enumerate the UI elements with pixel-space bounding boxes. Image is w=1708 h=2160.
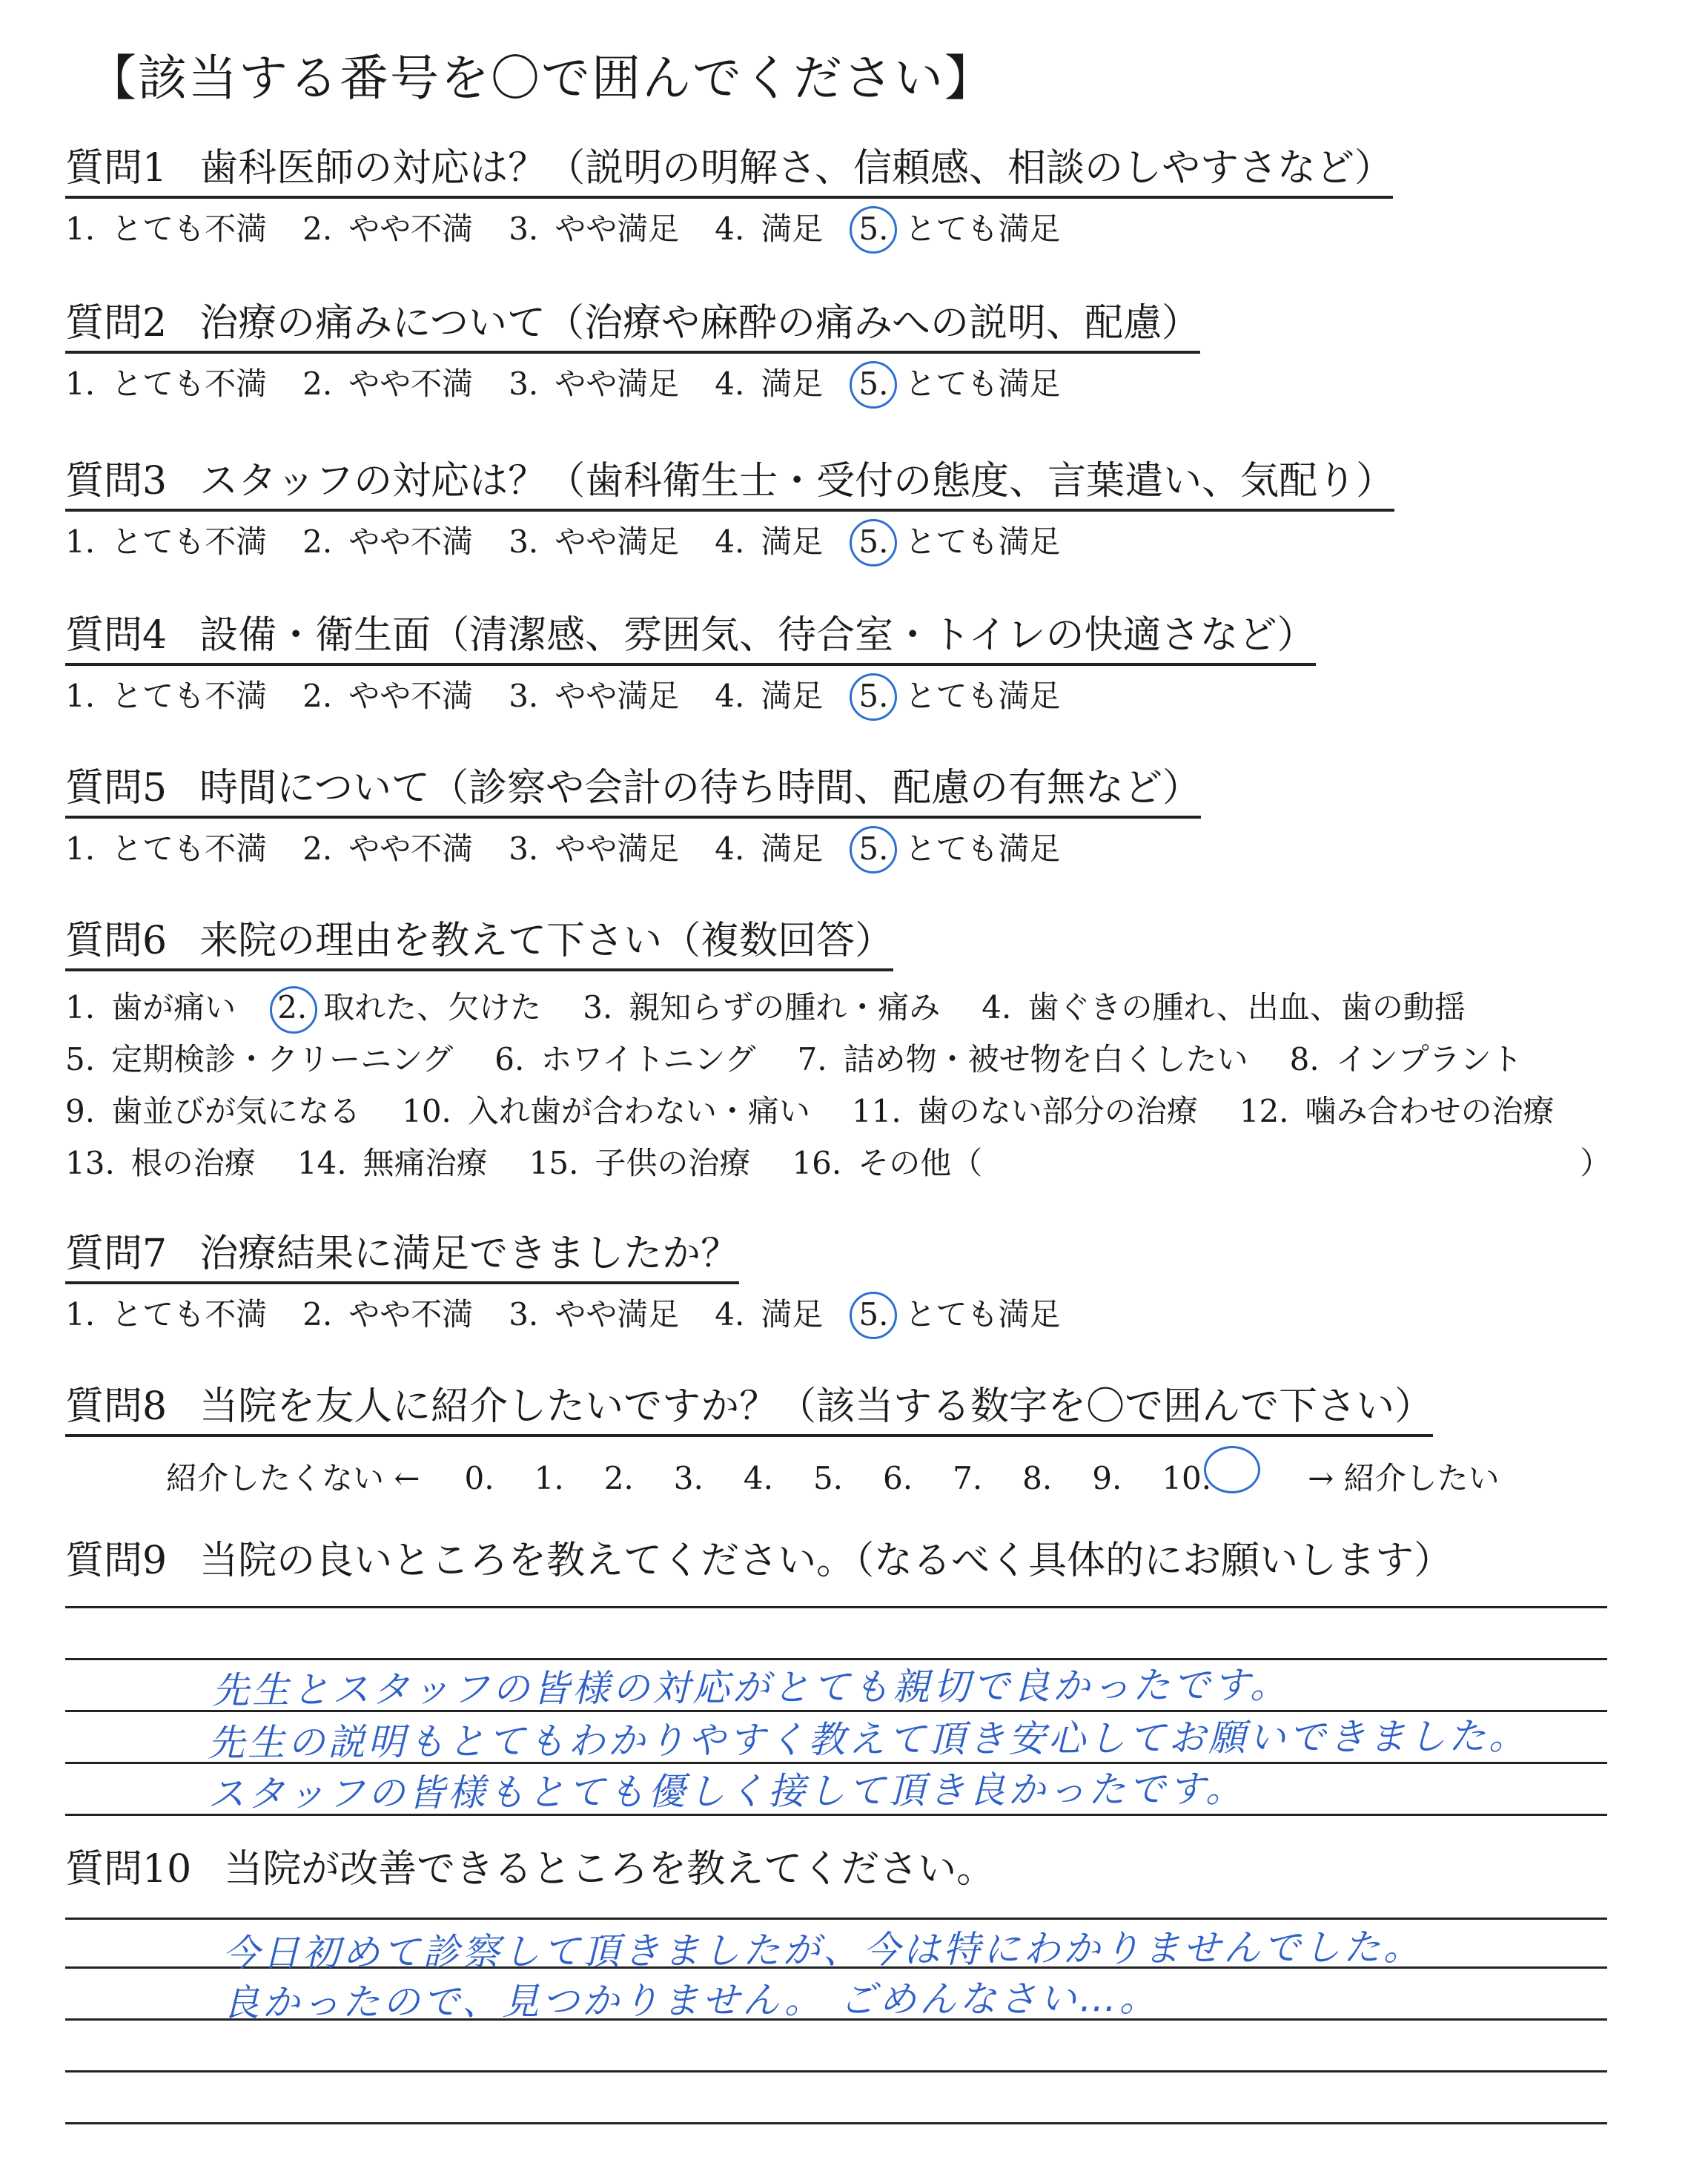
- option-number: 3.: [509, 366, 539, 403]
- option-number: 5.: [858, 524, 888, 560]
- recommend-option[interactable]: 0.: [464, 1460, 494, 1497]
- option-number: 2.: [302, 678, 333, 715]
- scale-option-1[interactable]: [65, 1290, 267, 1335]
- option-number: 4.: [715, 211, 745, 248]
- handwritten-answer: 今日初めて診察して頂きましたが、今は特にわかりませんでした。: [222, 1925, 1424, 1975]
- question-4-options: [65, 672, 1316, 716]
- scale-option-2[interactable]: [302, 205, 473, 249]
- question-3-options: [65, 518, 1394, 562]
- option-number: 1.: [65, 1296, 96, 1333]
- scale-option-4[interactable]: [715, 360, 823, 404]
- option-label: 歯並びが気になる: [111, 1093, 361, 1130]
- option-label: 定期検診・クリーニング: [111, 1041, 454, 1078]
- option-label: やや不満: [348, 678, 474, 715]
- option-number: 2.: [302, 524, 333, 561]
- option-label: とても満足: [904, 1296, 1061, 1333]
- option-number: 1.: [65, 524, 96, 561]
- question-text: 設備・衛生面（清潔感、雰囲気、待合室・トイレの快適さなど）: [199, 613, 1316, 658]
- question-number: 質問2: [65, 301, 168, 346]
- scale-option-5[interactable]: [858, 205, 1060, 249]
- question-7-options: [65, 1290, 1096, 1335]
- selection-circle: [850, 826, 897, 873]
- scale-option-5[interactable]: [858, 825, 1060, 869]
- recommend-option[interactable]: 6.: [883, 1460, 913, 1497]
- question-6-header: [65, 918, 893, 971]
- recommend-option[interactable]: 1.: [534, 1460, 564, 1497]
- option-label: 歯のない部分の治療: [917, 1093, 1198, 1130]
- option-number: 1.: [65, 830, 96, 868]
- reason-row: [65, 1137, 1611, 1189]
- scale-option-4[interactable]: [715, 518, 823, 562]
- option-number: 6.: [494, 1041, 525, 1078]
- selection-circle: [270, 986, 317, 1034]
- option-label: ホワイトニング: [540, 1041, 756, 1078]
- question-7-header: [65, 1231, 739, 1284]
- scale-option-3[interactable]: [509, 1290, 679, 1335]
- scale-option-4[interactable]: [715, 205, 823, 249]
- option-label: 取れた、欠けた: [323, 989, 542, 1026]
- question-text: 当院の良いところを教えてください。（なるべく具体的にお願いします）: [199, 1539, 1453, 1583]
- question-1: [65, 145, 1393, 257]
- option-label: とても不満: [111, 1296, 268, 1333]
- reason-option[interactable]: [982, 982, 1466, 1034]
- selection-circle: [850, 519, 897, 567]
- scale-option-4[interactable]: [715, 672, 823, 716]
- reason-option[interactable]: [297, 1137, 488, 1189]
- recommend-option[interactable]: 9.: [1092, 1460, 1122, 1497]
- selection-circle: [850, 1292, 897, 1339]
- question-1-header: [65, 145, 1393, 199]
- option-number: 5.: [858, 678, 888, 714]
- handwritten-answer: スタッフの皆様もとても優しく接して頂き良かったです。: [207, 1767, 1246, 1816]
- option-number: 3.: [509, 678, 539, 715]
- question-text: 治療の痛みについて（治療や麻酔の痛みへの説明、配慮）: [199, 301, 1201, 346]
- option-label: 親知らずの腫れ・痛み: [629, 989, 941, 1026]
- scale-option-1[interactable]: [65, 205, 267, 249]
- option-number: 2.: [302, 366, 333, 403]
- option-label: 満足: [761, 524, 824, 561]
- option-label: やや不満: [348, 211, 474, 248]
- question-number: 質問10: [65, 1847, 192, 1892]
- option-label: インプラント: [1335, 1041, 1523, 1078]
- selection-circle: [850, 673, 897, 721]
- question-7: [65, 1231, 1096, 1342]
- option-label: 歯ぐきの腫れ、出血、歯の動揺: [1027, 989, 1466, 1026]
- option-number: 1.: [65, 678, 96, 715]
- question-8: [65, 1384, 1500, 1495]
- option-label: やや満足: [555, 678, 680, 715]
- option-label: とても不満: [111, 211, 268, 248]
- reason-option[interactable]: [65, 1086, 360, 1137]
- question-2: [65, 300, 1200, 412]
- option-number: 3.: [583, 989, 613, 1026]
- option-number: 3.: [509, 1296, 539, 1333]
- scale-option-2[interactable]: [302, 1290, 473, 1335]
- question-text: 治療結果に満足できましたか？: [199, 1232, 740, 1276]
- handwritten-answer: 先生の説明もとてもわかりやすく教えて頂き安心してお願いできました。: [207, 1714, 1529, 1765]
- option-number: 3.: [509, 211, 539, 248]
- question-text: 来院の理由を教えて下さい（複数回答）: [199, 919, 894, 963]
- option-label: やや満足: [555, 830, 680, 868]
- recommend-scale: [166, 1441, 1500, 1497]
- reason-option[interactable]: [65, 982, 236, 1034]
- question-10-header: [65, 1846, 995, 1897]
- question-text: 当院を友人に紹介したいですか？（該当する数字を〇で囲んで下さい）: [199, 1384, 1434, 1429]
- option-label: とても満足: [904, 830, 1061, 868]
- option-number: 5.: [858, 211, 888, 247]
- option-label: 満足: [761, 211, 824, 248]
- option-number: 14.: [297, 1145, 347, 1182]
- recommend-option[interactable]: 2.: [603, 1460, 634, 1497]
- option-number: 2.: [302, 1296, 333, 1333]
- option-label: 満足: [761, 366, 824, 403]
- reason-option[interactable]: [402, 1086, 810, 1137]
- question-text: 歯科医師の対応は？（説明の明解さ、信頼感、相談のしやすさなど）: [199, 146, 1394, 191]
- reason-row: [65, 1086, 1611, 1137]
- option-label: 満足: [761, 678, 824, 715]
- selection-circle: [850, 361, 897, 409]
- option-number: 4.: [982, 989, 1012, 1026]
- option-label: やや不満: [348, 524, 474, 561]
- question-9-header: [65, 1538, 1452, 1588]
- question-number: 質問1: [65, 146, 168, 191]
- option-label: やや満足: [555, 1296, 680, 1333]
- scale-option-3[interactable]: [509, 518, 679, 562]
- question-9: [65, 1538, 1452, 1649]
- reason-option[interactable]: [529, 1137, 751, 1189]
- question-number: 質問4: [65, 613, 168, 658]
- option-number: 8.: [1289, 1041, 1320, 1078]
- option-number: 11.: [851, 1093, 901, 1130]
- selection-circle: [1204, 1446, 1260, 1493]
- scale-right-label: → 紹介したい: [1308, 1460, 1500, 1497]
- option-label: やや満足: [555, 366, 680, 403]
- question-5-header: [65, 765, 1201, 819]
- option-number: 5.: [858, 830, 888, 867]
- answer-line: [65, 2070, 1607, 2073]
- option-number: 4.: [715, 524, 745, 561]
- scale-option-5[interactable]: [858, 518, 1060, 562]
- answer-line: [65, 2122, 1607, 2124]
- scale-option-2[interactable]: [302, 518, 473, 562]
- option-label: とても不満: [111, 366, 268, 403]
- scale-option-3[interactable]: [509, 360, 679, 404]
- handwritten-answer: 先生とスタッフの皆様の対応がとても親切で良かったです。: [211, 1663, 1291, 1712]
- option-number: 4.: [715, 366, 745, 403]
- option-number: 4.: [715, 830, 745, 868]
- option-label: やや満足: [555, 211, 680, 248]
- option-label: とても不満: [111, 830, 268, 868]
- scale-option-1[interactable]: [65, 672, 267, 716]
- answer-line: [65, 1606, 1607, 1608]
- reason-row: [65, 1034, 1611, 1086]
- option-label: 噛み合わせの治療: [1305, 1093, 1555, 1130]
- recommend-option[interactable]: 3.: [673, 1460, 704, 1497]
- reason-option[interactable]: [494, 1034, 755, 1086]
- question-3: [65, 458, 1394, 569]
- scale-option-4[interactable]: [715, 825, 823, 869]
- selection-circle: [850, 206, 897, 254]
- reason-option[interactable]: [583, 982, 940, 1034]
- option-label: やや不満: [348, 366, 474, 403]
- option-number: 9.: [65, 1093, 96, 1130]
- question-number: 質問8: [65, 1384, 168, 1429]
- option-number: 2.: [302, 211, 333, 248]
- option-label: とても満足: [904, 211, 1061, 248]
- option-label: 根の治療: [130, 1145, 256, 1182]
- scale-option-5[interactable]: [858, 1290, 1060, 1335]
- option-label: 無痛治療: [363, 1145, 488, 1182]
- question-number: 質問9: [65, 1539, 168, 1583]
- scale-option-5[interactable]: [858, 360, 1060, 404]
- option-number: 15.: [529, 1145, 579, 1182]
- option-label: とても満足: [904, 678, 1061, 715]
- option-number: 3.: [509, 830, 539, 868]
- option-number: 12.: [1239, 1093, 1289, 1130]
- scale-option-1[interactable]: [65, 360, 267, 404]
- option-label: とても満足: [904, 366, 1061, 403]
- option-label: 入れ歯が合わない・痛い: [467, 1093, 810, 1130]
- reason-option[interactable]: [792, 1137, 982, 1189]
- recommend-option[interactable]: 5.: [812, 1460, 844, 1497]
- question-4-header: [65, 612, 1316, 666]
- reason-option[interactable]: [1239, 1086, 1555, 1137]
- question-8-header: [65, 1384, 1433, 1437]
- option-number: 4.: [715, 678, 745, 715]
- option-label: 子供の治療: [595, 1145, 751, 1182]
- option-number: 1.: [65, 989, 96, 1026]
- question-number: 質問7: [65, 1232, 168, 1276]
- option-label: 満足: [761, 1296, 824, 1333]
- option-number: 5.: [858, 1296, 888, 1332]
- option-number: 5.: [65, 1041, 96, 1078]
- question-4: [65, 612, 1316, 724]
- question-5: [65, 765, 1201, 876]
- option-number: 4.: [715, 1296, 745, 1333]
- option-number: 16.: [792, 1145, 842, 1182]
- reason-option[interactable]: [65, 1034, 453, 1086]
- option-label: 満足: [761, 830, 824, 868]
- reason-option[interactable]: [1290, 1034, 1523, 1086]
- scale-option-2[interactable]: [302, 672, 473, 716]
- recommend-option[interactable]: 4.: [743, 1460, 773, 1497]
- option-number: 7.: [797, 1041, 827, 1078]
- option-number: 13.: [65, 1145, 115, 1182]
- question-5-options: [65, 825, 1201, 869]
- scale-option-3[interactable]: [509, 672, 679, 716]
- option-number: 1.: [65, 211, 96, 248]
- option-label: やや不満: [348, 1296, 474, 1333]
- scale-option-1[interactable]: [65, 518, 267, 562]
- option-label: やや不満: [348, 830, 474, 868]
- question-number: 質問5: [65, 766, 168, 810]
- reason-option[interactable]: [852, 1086, 1198, 1137]
- question-2-header: [65, 300, 1200, 354]
- option-number: 1.: [65, 366, 96, 403]
- page-title: 【該当する番号を〇で囲んでください】: [87, 50, 995, 107]
- question-6: [65, 918, 1611, 1229]
- question-2-options: [65, 360, 1200, 404]
- question-6-options: [65, 982, 1611, 1189]
- question-text: 当院が改善できるところを教えてください。: [224, 1847, 996, 1892]
- option-number: 5.: [858, 366, 888, 402]
- reason-row: [65, 982, 1611, 1034]
- question-text: 時間について（診察や会計の待ち時間、配慮の有無など）: [199, 766, 1202, 810]
- option-label: とても満足: [904, 524, 1061, 561]
- scale-option-1[interactable]: [65, 825, 267, 869]
- scale-left-label: 紹介したくない ←: [166, 1460, 420, 1497]
- option-number: 10.: [402, 1093, 451, 1130]
- question-1-options: [65, 205, 1393, 249]
- handwritten-answer: 良かったので、見つかりません。 ごめんなさい…。: [222, 1976, 1160, 2025]
- reason-option[interactable]: [798, 1034, 1248, 1086]
- scale-option-2[interactable]: [302, 360, 473, 404]
- other-close-paren: ）: [1580, 1145, 1612, 1182]
- scale-option-3[interactable]: [509, 825, 679, 869]
- option-label: 詰め物・被せ物を白くしたい: [843, 1041, 1248, 1078]
- scale-option-2[interactable]: [302, 825, 473, 869]
- option-label: とても不満: [111, 524, 268, 561]
- recommend-option[interactable]: 10.: [1162, 1441, 1268, 1505]
- option-label: やや満足: [555, 524, 680, 561]
- question-text: スタッフの対応は？（歯科衛生士・受付の態度、言葉遣い、気配り）: [199, 459, 1395, 503]
- recommend-option[interactable]: 7.: [953, 1460, 983, 1497]
- option-number: 3.: [509, 524, 539, 561]
- scale-option-4[interactable]: [715, 1290, 823, 1335]
- option-label: その他（: [858, 1145, 983, 1182]
- recommend-option[interactable]: 8.: [1022, 1460, 1053, 1497]
- reason-option[interactable]: [277, 982, 541, 1034]
- question-number: 質問3: [65, 459, 168, 503]
- question-3-header: [65, 458, 1394, 512]
- scale-option-5[interactable]: [858, 672, 1060, 716]
- option-label: 歯が痛い: [111, 989, 236, 1026]
- option-number: 2.: [277, 989, 308, 1026]
- option-label: とても不満: [111, 678, 268, 715]
- option-number: 2.: [302, 830, 333, 868]
- question-number: 質問6: [65, 919, 168, 963]
- reason-option[interactable]: [65, 1137, 256, 1189]
- scale-option-3[interactable]: [509, 205, 679, 249]
